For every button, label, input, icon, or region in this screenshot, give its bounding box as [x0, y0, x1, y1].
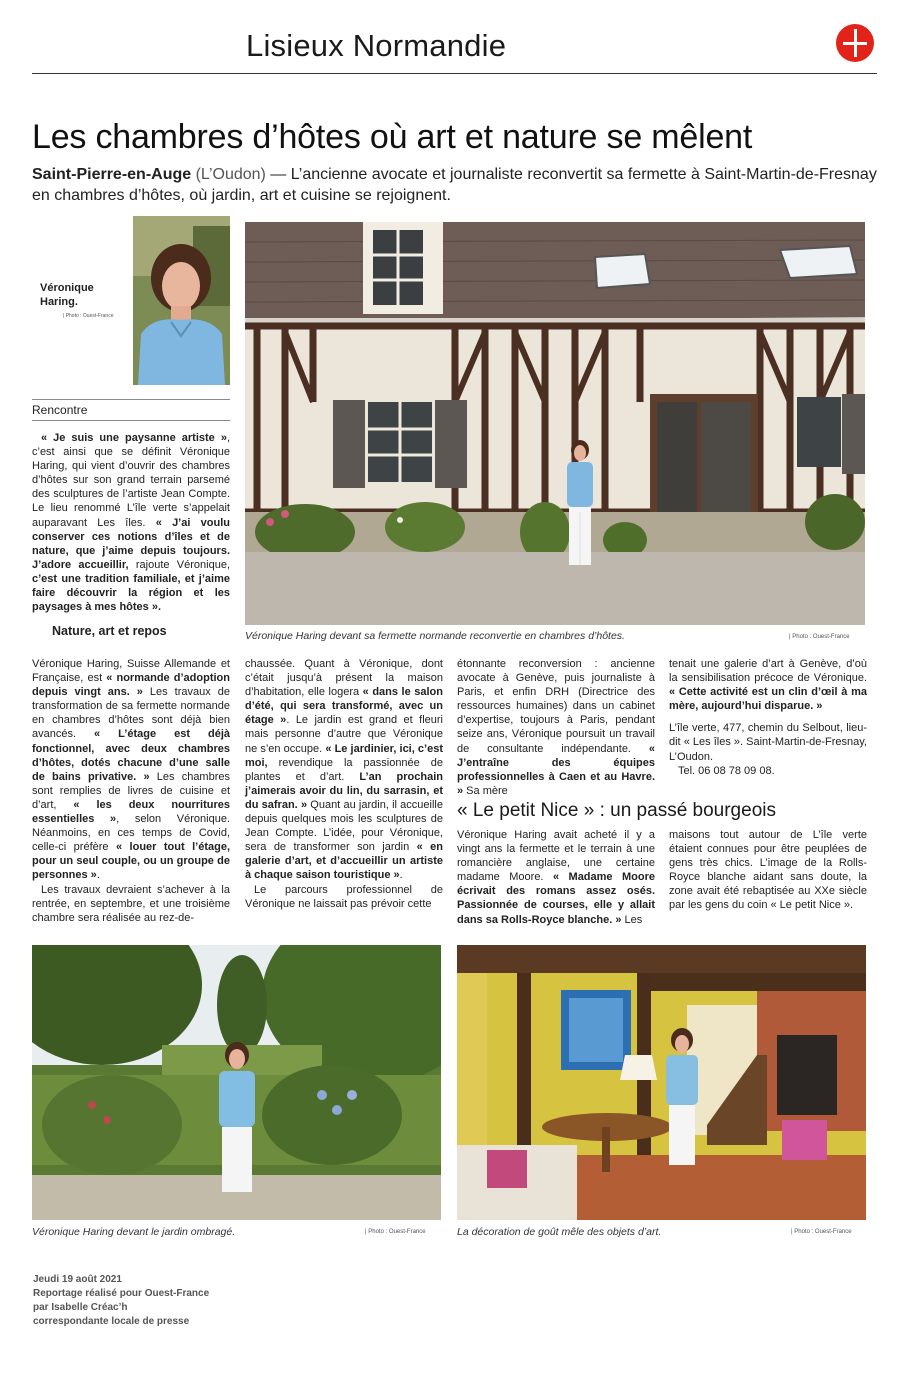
text: Les travaux de transformation de sa fermette normande en chambres d’hôtes sont déjà bien avancés. — [32, 686, 230, 741]
quote: « J’ai voulu conserver ces notions d’îles et de nature, que j’aime depuis toujours. J’adore accueillir, — [32, 516, 230, 571]
paragraph — [669, 657, 867, 713]
article-column-1 — [32, 431, 230, 646]
portrait-credit: | Photo : Ouest-France — [63, 313, 114, 319]
text: Quant au jardin, il accueille depuis quelques mois les sculptures de Jean Compte. L’idée, pour Véronique, sera de transformer son jardin — [245, 798, 443, 854]
phone: Tel. 06 08 78 09 08. — [678, 764, 775, 777]
quote: « louer tout l’étage, pour un seul couple, ou un groupe de personnes » — [32, 841, 230, 882]
portrait-photo — [133, 216, 230, 385]
footer-role: correspondante locale de presse — [33, 1316, 190, 1327]
quote: « les deux nourritures essentielles » — [32, 798, 230, 826]
text: Sa mère — [463, 784, 508, 797]
paragraph: Le parcours professionnel de Véronique ne laissait pas prévoir cette — [245, 883, 443, 910]
quote: « Cette activité est un clin d’œil à ma mère, aujourd’hui disparue. » — [669, 686, 867, 713]
lede-dash: — — [265, 166, 291, 183]
section-title: Lisieux Normandie — [246, 28, 507, 63]
footer-author: par Isabelle Créac’h — [33, 1302, 128, 1313]
farmhouse-photo — [245, 222, 865, 625]
interior-photo — [457, 945, 866, 1220]
portrait-caption — [40, 281, 94, 309]
text: chaussée. Quant à Véronique, dont c’était jusqu’à présent la maison d’habitation, elle logera — [245, 658, 443, 699]
garden-photo — [32, 945, 441, 1220]
ouest-france-logo-icon — [836, 24, 874, 62]
portrait-caption-line2: Haring. — [40, 296, 78, 308]
lede-place: Saint-Pierre-en-Auge — [32, 166, 192, 183]
interior-photo-credit: | Photo : Ouest-France — [791, 1229, 852, 1235]
quote: c’est une tradition familiale, et j’aime faire découvrir la région et les paysages à mes hôtes ». — [32, 572, 230, 614]
lede — [32, 164, 882, 206]
rencontre-label: Rencontre — [32, 403, 88, 417]
subheading-petit-nice: « Le petit Nice » : un passé bourgeois — [457, 800, 776, 821]
quote: « normande d’adoption depuis vingt ans. » — [32, 672, 230, 699]
paragraph: Les travaux devraient s’achever à la rentrée, en septembre, et une troisième chambre sera réalisée au rez-de- — [32, 883, 230, 924]
article-column-3 — [457, 657, 655, 798]
address: L’île verte, 477, chemin du Selbout, lieu-dit « Les îles ». Saint-Martin-de-Fresnay, L’Oudon. — [669, 722, 867, 763]
lede-paren: (L’Oudon) — [195, 166, 266, 183]
footer-date: Jeudi 19 août 2021 — [33, 1274, 122, 1285]
header-rule — [32, 73, 877, 74]
interior-photo-caption: La décoration de goût mêle des objets d’art. — [457, 1226, 662, 1238]
quote: « Je suis une paysanne artiste » — [41, 432, 227, 444]
main-photo-caption: Véronique Haring devant sa fermette normande reconvertie en chambres d’hôtes. — [245, 630, 625, 642]
subheading: Nature, art et repos — [52, 624, 167, 639]
footer-note — [33, 1273, 209, 1329]
paragraph — [245, 657, 443, 883]
rencontre-rule — [32, 420, 230, 421]
quote: « en galerie d’art, et d’accueillir un artiste à chaque saison touristique » — [245, 841, 444, 882]
paragraph: maisons tout autour de L’île verte étaient connues pour être peuplées de gens très chics. L’image de la Rolls-Royce blanche aidant sans doute, la zone avait été rebaptisée au XXe siècle par les gens du coin « Le petit Nice ». — [669, 829, 867, 912]
article-column-1b — [32, 657, 230, 925]
text: Les — [621, 913, 643, 926]
garden-photo-credit: | Photo : Ouest-France — [365, 1229, 426, 1235]
garden-photo-caption: Véronique Haring devant le jardin ombragé. — [32, 1226, 236, 1238]
text: . Le jardin est grand et fleuri mais personne d’autre que Véronique ne s’en occupe. — [245, 714, 443, 755]
text: . — [399, 869, 403, 882]
quote: L’an prochain j’aimerais avoir du lin, du sarrasin, et du safran. » — [245, 770, 443, 811]
quote: « Le jardinier, ici, c’est moi, — [245, 742, 443, 769]
text: Les chambres sont remplies de livres de cuisine et d’art, — [32, 770, 230, 811]
quote: « J’entraîne des équipes professionnelles à Caen et au Havre. » — [457, 742, 655, 797]
text: , c’est ainsi que se définit Véronique Haring, qui vient d’ouvrir des chambres d’hôtes sur son grand terrain parsemé des sculptures de l’artiste Jean Compte. Le lieu renommé L’île verte s’appelait auparavant Les îles. — [32, 432, 230, 529]
text: . — [96, 869, 100, 882]
text: Véronique Haring avait acheté il y a vingt ans la fermette et le terrain à une romancière anglaise, une certaine madame Moore. — [457, 829, 655, 884]
text: , selon Véronique. Néanmoins, en ces temps de Covid, celle-ci préfère — [32, 813, 230, 854]
article-column-3b — [457, 828, 655, 927]
quote: « Madame Moore écrivait des romans assez osés. Passionnée de courses, elle y allait dans sa Rolls-Royce blanche. » — [457, 871, 655, 926]
quote: « L’étage est déjà fonctionnel, avec deux chambres d’hôtes, dotés chacune d’une salle de bains privative. » — [32, 728, 230, 783]
headline: Les chambres d’hôtes où art et nature se mêlent — [32, 118, 753, 156]
portrait-caption-line1: Véronique — [40, 282, 94, 294]
article-column-4 — [669, 657, 867, 778]
text: revendique la passionnée de plantes et d’art. — [245, 756, 443, 783]
rencontre-rule — [32, 399, 230, 400]
paragraph — [457, 828, 655, 927]
article-column-2 — [245, 657, 443, 911]
text: rajoute Véronique, — [128, 558, 230, 571]
text: tenait une galerie d’art à Genève, d’où la sensibilisation précoce de Véronique. — [669, 658, 867, 685]
article-column-4b — [669, 828, 867, 913]
paragraph — [457, 657, 655, 798]
paragraph — [32, 657, 230, 883]
footer-line: Reportage réalisé pour Ouest-France — [33, 1288, 210, 1299]
text: étonnante reconversion : ancienne avocate à Genève, puis journaliste à Paris, et enfin DRH (Directrice des ressources humaines) dans un cabinet d’expertise, toujours à Paris, pendant seize ans, Véronique poursuit un travail de consultante indépendante. — [457, 658, 655, 755]
main-photo-credit: | Photo : Ouest-France — [789, 634, 850, 640]
paragraph — [32, 431, 230, 614]
text: Véronique Haring, Suisse Allemande et Française, est — [32, 658, 230, 685]
lede-text: L’ancienne avocate et journaliste reconvertit sa fermette à Saint-Martin-de-Fresnay en chambres d’hôtes, où jardin, art et cuisine se rejoignent. — [32, 166, 877, 204]
quote: « dans le salon d’été, qui sera transformé, avec un étage » — [245, 686, 443, 727]
